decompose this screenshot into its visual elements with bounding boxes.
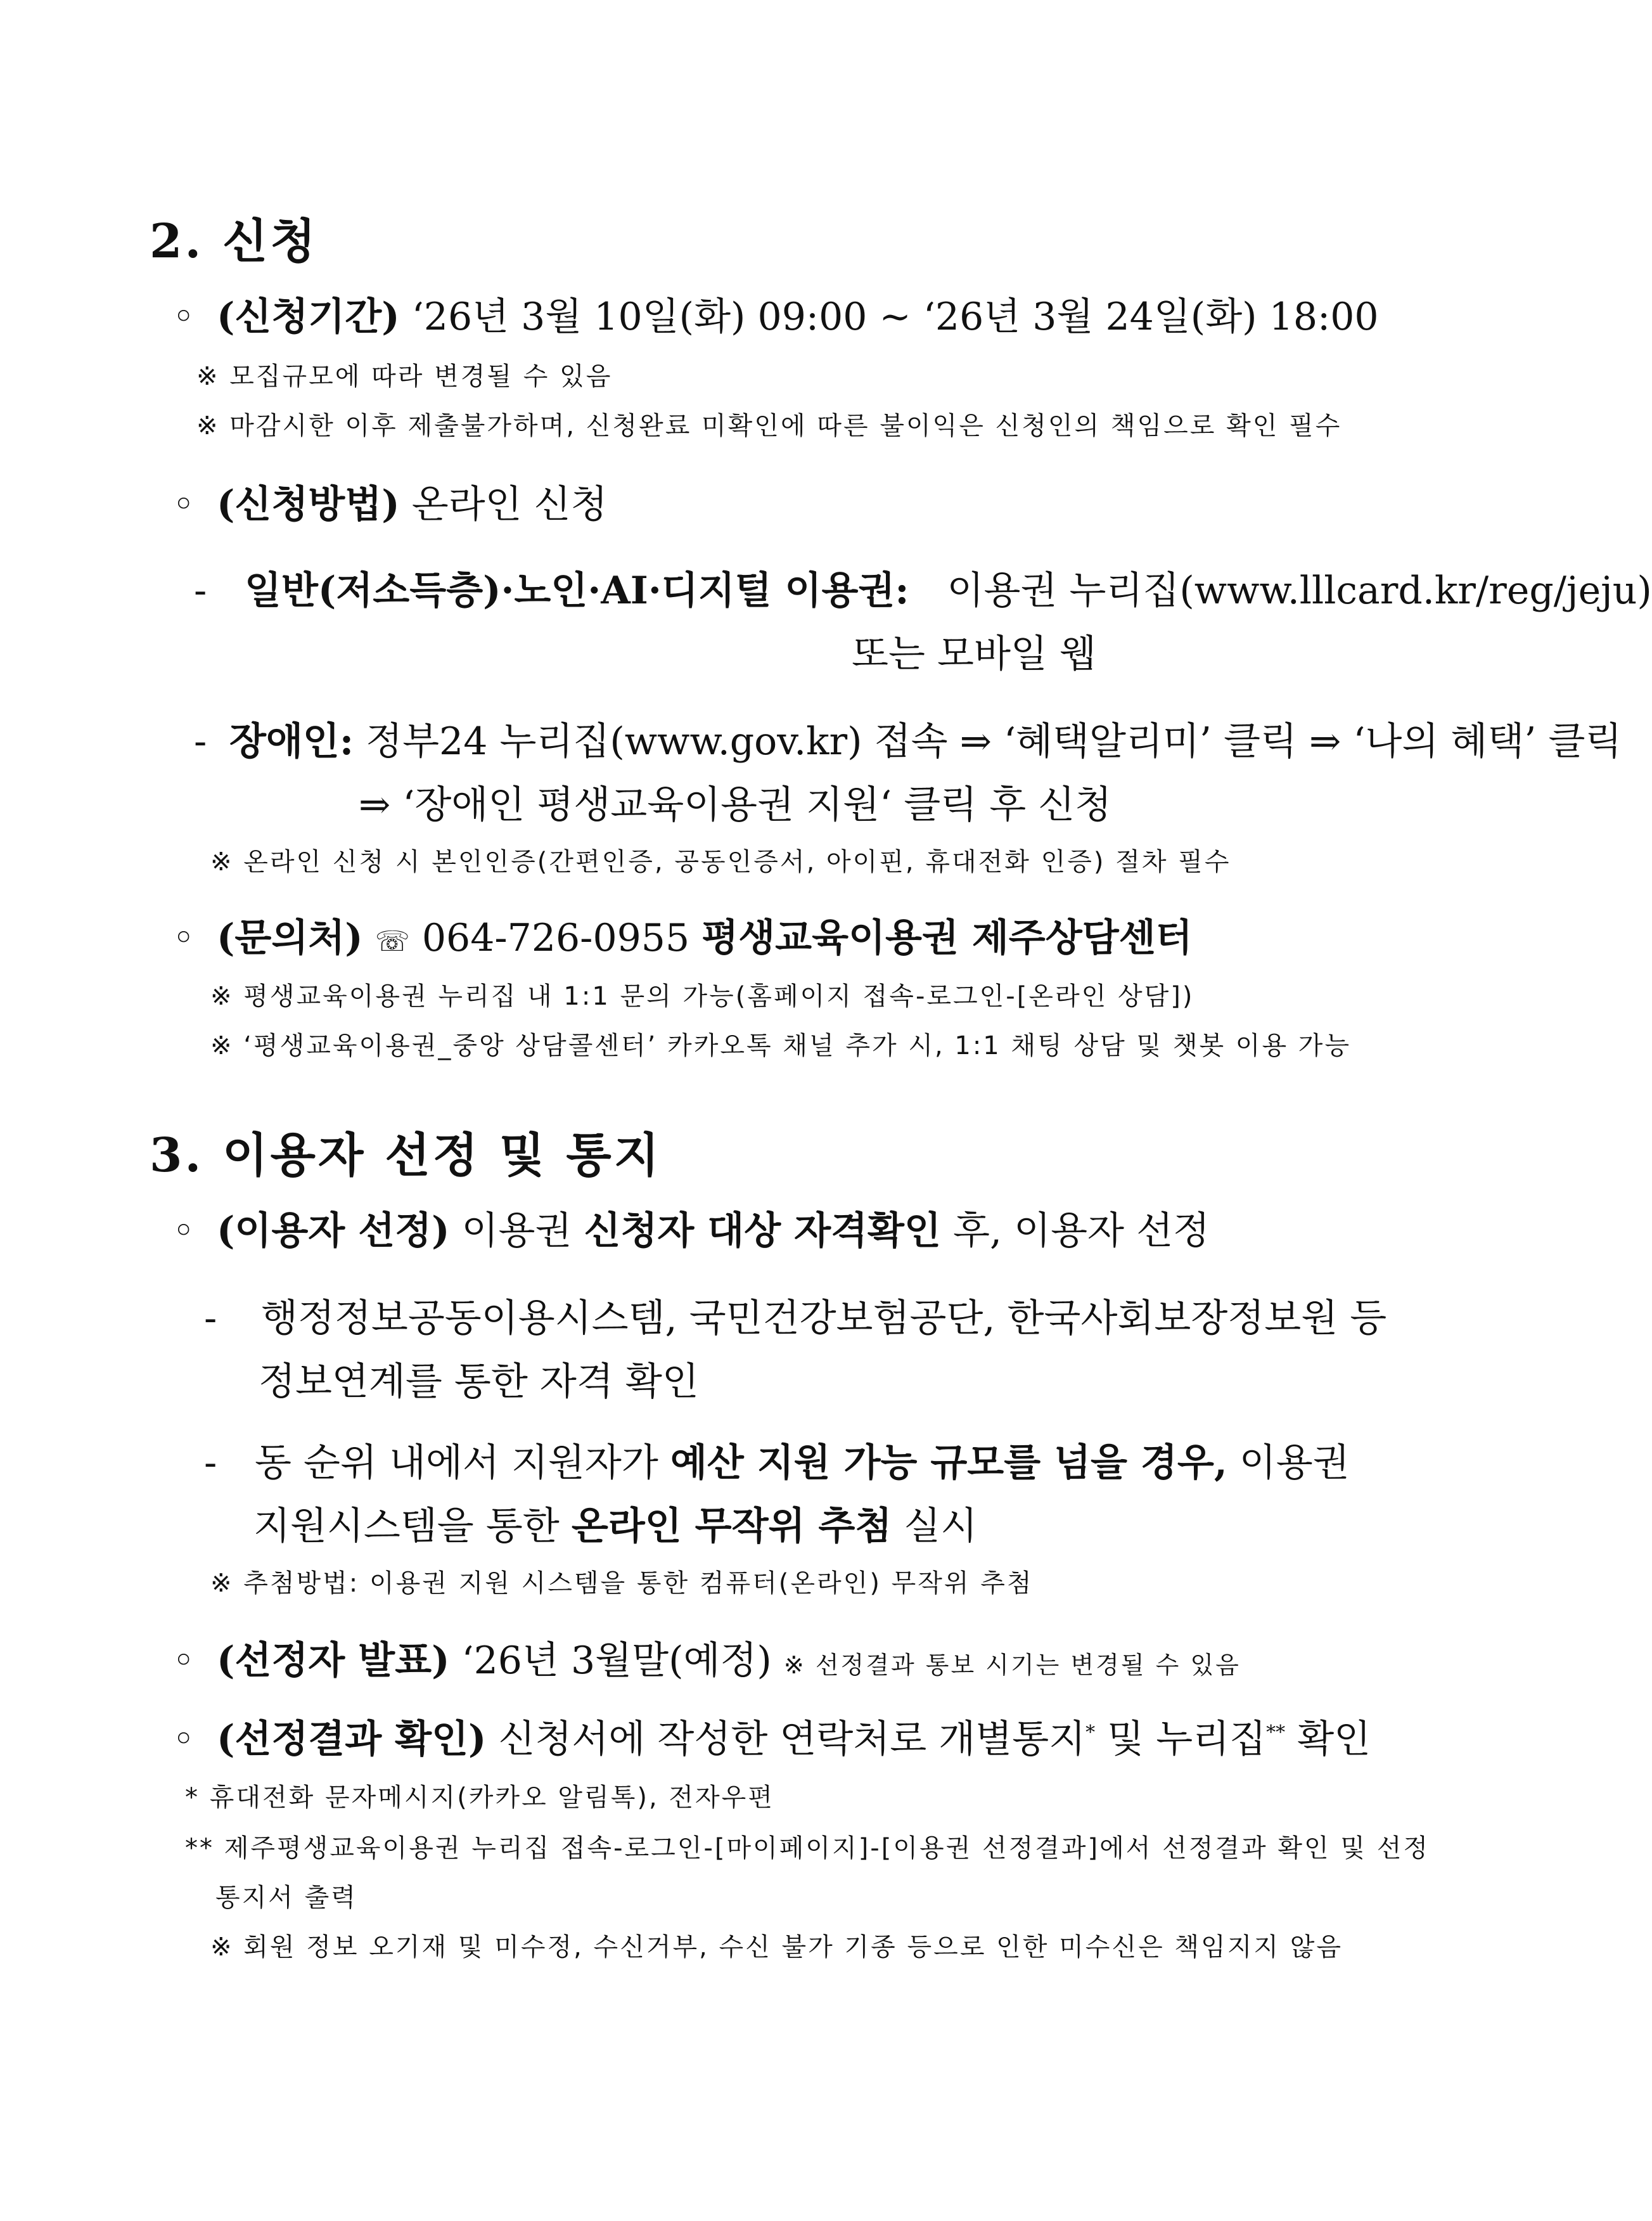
selection-text-b: 신청자 대상 자격확인 — [584, 1209, 941, 1253]
confirm-item — [172, 1709, 1371, 1763]
contact-note-1: ※ 평생교육이용권 누리집 내 1:1 문의 가능(홈페이지 접속-로그인-[온라인 상담]) — [210, 982, 1194, 1011]
selection-dash-2-line2 — [253, 1496, 977, 1550]
selection-text-a: 이용권 — [461, 1209, 572, 1253]
confirm-note: ※ 회원 정보 오기재 및 미수정, 수신거부, 수신 불가 기종 등으로 인한 미수신은 책임지지 않음 — [210, 1933, 1343, 1962]
selection-note: ※ 추첨방법: 이용권 지원 시스템을 통한 컴퓨터(온라인) 무작위 추첨 — [210, 1569, 1034, 1598]
selection-dash-2-line2-a: 지원시스템을 통한 — [253, 1504, 560, 1548]
announce-text: ‘26년 3월말(예정) — [461, 1638, 772, 1683]
selection-dash-2-line2-b: 온라인 무작위 추첨 — [571, 1504, 892, 1548]
method-label: (신청방법) — [217, 482, 400, 527]
footnote-marker-2: ** — [1266, 1722, 1286, 1744]
section-2-heading: 2. 신청 — [150, 214, 318, 269]
selection-dash-2-c: 이용권 — [1239, 1441, 1350, 1485]
dash: - — [194, 569, 207, 613]
contact-item — [172, 908, 1193, 962]
phone-icon: ☏ — [375, 925, 410, 958]
contact-center: 평생교육이용권 제주상담센터 — [701, 916, 1193, 960]
selection-label: (이용자 선정) — [217, 1209, 450, 1253]
confirm-label: (선정결과 확인) — [217, 1717, 487, 1761]
bullet: ◦ — [172, 1638, 195, 1683]
contact-phone: 064-726-0955 — [421, 916, 690, 960]
general-voucher-label: 일반(저소득층)·노인·AI·디지털 이용권: — [245, 569, 909, 613]
footnote-marker-1: * — [1085, 1722, 1096, 1744]
method-item — [172, 474, 608, 529]
disabled-voucher-line2: ⇒ ‘장애인 평생교육이용권 지원‘ 클릭 후 신청 — [359, 783, 1112, 827]
confirm-footnote-2-line1: ** 제주평생교육이용권 누리집 접속-로그인-[마이페이지]-[이용권 선정결과]에서 선정결과 확인 및 선정 — [185, 1834, 1430, 1863]
selection-dash-2-line2-c: 실시 — [904, 1504, 978, 1548]
general-voucher-line2: 또는 모바일 웹 — [852, 632, 1096, 676]
period-note-2: ※ 마감시한 이후 제출불가하며, 신청완료 미확인에 따른 불이익은 신청인의 책임으로 확인 필수 — [196, 411, 1342, 441]
contact-note-2: ※ ‘평생교육이용권_중앙 상담콜센터’ 카카오톡 채널 추가 시, 1:1 채팅 상담 및 챗봇 이용 가능 — [210, 1031, 1352, 1060]
bullet: ◦ — [172, 482, 195, 527]
general-voucher-line1: 이용권 누리집(www.lllcard.kr/reg/jeju) — [947, 569, 1652, 613]
period-text: ‘26년 3월 10일(화) 09:00 ~ ‘26년 3월 24일(화) 18:00 — [411, 295, 1379, 339]
dash: - — [204, 1441, 217, 1485]
dash: - — [204, 1296, 217, 1341]
selection-dash-1 — [204, 1288, 1386, 1342]
bullet: ◦ — [172, 1209, 195, 1253]
general-voucher-item — [194, 560, 1652, 615]
selection-item — [172, 1201, 1210, 1255]
bullet: ◦ — [172, 916, 195, 960]
confirm-text-b: 및 누리집 — [1107, 1717, 1267, 1761]
confirm-text-a: 신청서에 작성한 연락처로 개별통지 — [498, 1717, 1086, 1761]
method-text: 온라인 신청 — [411, 482, 608, 527]
confirm-footnote-2-line2: 통지서 출력 — [215, 1883, 357, 1912]
section-3-heading: 3. 이용자 선정 및 통지 — [150, 1128, 662, 1183]
selection-dash-2 — [204, 1432, 1350, 1487]
contact-label: (문의처) — [217, 916, 363, 960]
disabled-voucher-item — [194, 711, 1622, 766]
bullet: ◦ — [172, 1717, 195, 1761]
period-label: (신청기간) — [217, 295, 400, 339]
bullet: ◦ — [172, 295, 195, 339]
confirm-footnote-1: * 휴대전화 문자메시지(카카오 알림톡), 전자우편 — [185, 1783, 774, 1812]
announce-note: ※ 선정결과 통보 시기는 변경될 수 있음 — [783, 1651, 1241, 1679]
method-note: ※ 온라인 신청 시 본인인증(간편인증, 공동인증서, 아이핀, 휴대전화 인증) 절차 필수 — [210, 847, 1231, 877]
selection-dash-1-line2: 정보연계를 통한 자격 확인 — [259, 1360, 699, 1404]
confirm-text-c: 확인 — [1297, 1717, 1371, 1761]
selection-dash-2-a: 동 순위 내에서 지원자가 — [255, 1441, 658, 1485]
selection-dash-2-b: 예산 지원 가능 규모를 넘을 경우, — [670, 1441, 1227, 1485]
dash: - — [194, 719, 207, 764]
selection-text-c: 후, 이용자 선정 — [953, 1209, 1210, 1253]
period-item — [172, 286, 1379, 341]
selection-dash-1-line1: 행정정보공동이용시스템, 국민건강보험공단, 한국사회보장정보원 등 — [261, 1296, 1387, 1341]
disabled-voucher-label: 장애인: — [229, 719, 354, 764]
announce-item — [172, 1630, 1241, 1685]
period-note-1: ※ 모집규모에 따라 변경될 수 있음 — [196, 362, 613, 391]
announce-label: (선정자 발표) — [217, 1638, 450, 1683]
disabled-voucher-line1: 정부24 누리집(www.gov.kr) 접속 ⇒ ‘혜택알리미’ 클릭 ⇒ ‘나의 혜택’ 클릭 — [366, 719, 1622, 764]
